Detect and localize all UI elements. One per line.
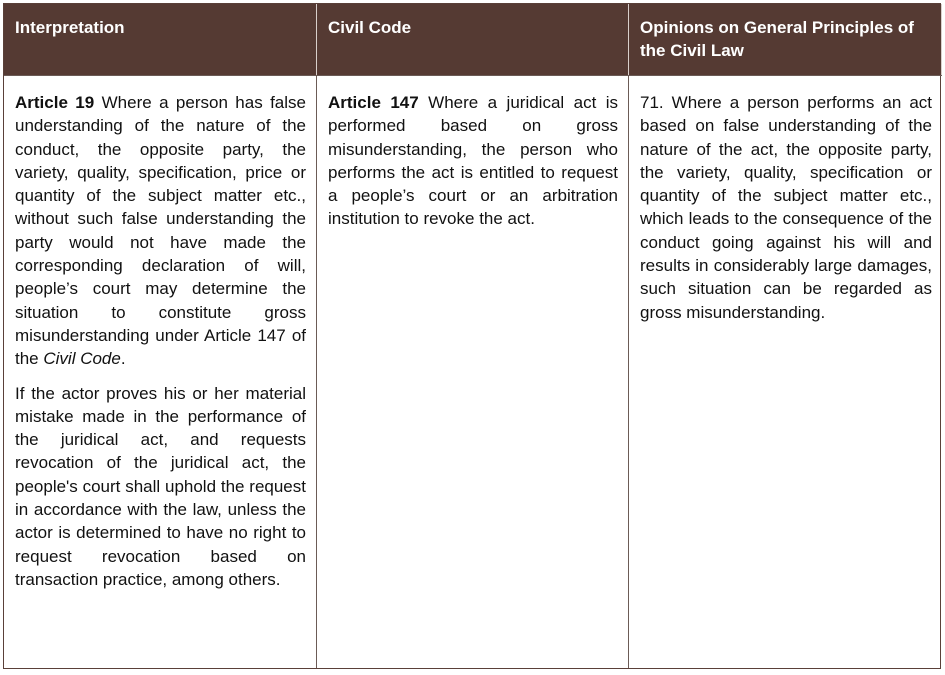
interpretation-text-b: . <box>120 349 126 369</box>
cell-interpretation <box>4 75 317 668</box>
cell-civil-code <box>317 75 629 668</box>
article-147-label: Article 147 <box>328 93 419 112</box>
article-19-label: Article 19 <box>15 93 95 112</box>
opinions-paragraph: 71. Where a person performs an act based on false understanding of the nature of the act, the opposite party, the variety, quality, specification or quantity of the subject matter etc., which leads to the consequence of the conduct going against his will and results in considerably large damages, such situation can be regarded as gross misunderstanding. <box>640 93 932 322</box>
interpretation-text-a: Where a person has false understanding of the nature of the conduct, the opposite party, the variety, quality, specification, price or quantity of the subject matter etc., without such false understanding the party would not have made the corresponding declaration of will, people’s court may determine the situation to constitute gross misunderstanding under Article 147 of the <box>15 93 306 369</box>
header-civil-code: Civil Code <box>317 4 629 75</box>
civil-code-paragraph <box>328 91 618 231</box>
civil-code-italic: Civil Code <box>43 349 121 369</box>
interpretation-paragraph-1 <box>15 91 306 371</box>
header-opinions: Opinions on General Principles of the Civil Law <box>629 4 942 75</box>
civil-code-text: Where a juridical act is performed based on gross misunderstanding, the person who performs the act is entitled to request a people’s court or an arbitration institution to revoke the act. <box>328 93 619 229</box>
cell-opinions <box>629 75 942 668</box>
comparison-table <box>3 3 941 669</box>
interpretation-paragraph-2: If the actor proves his or her material mistake made in the performance of the juridical act, and requests revocation of the juridical act, the people's court shall uphold the request in accordance with the law, unless the actor is determined to have no right to request revocation based on transaction practice, among others. <box>15 383 306 589</box>
header-interpretation: Interpretation <box>4 4 317 75</box>
